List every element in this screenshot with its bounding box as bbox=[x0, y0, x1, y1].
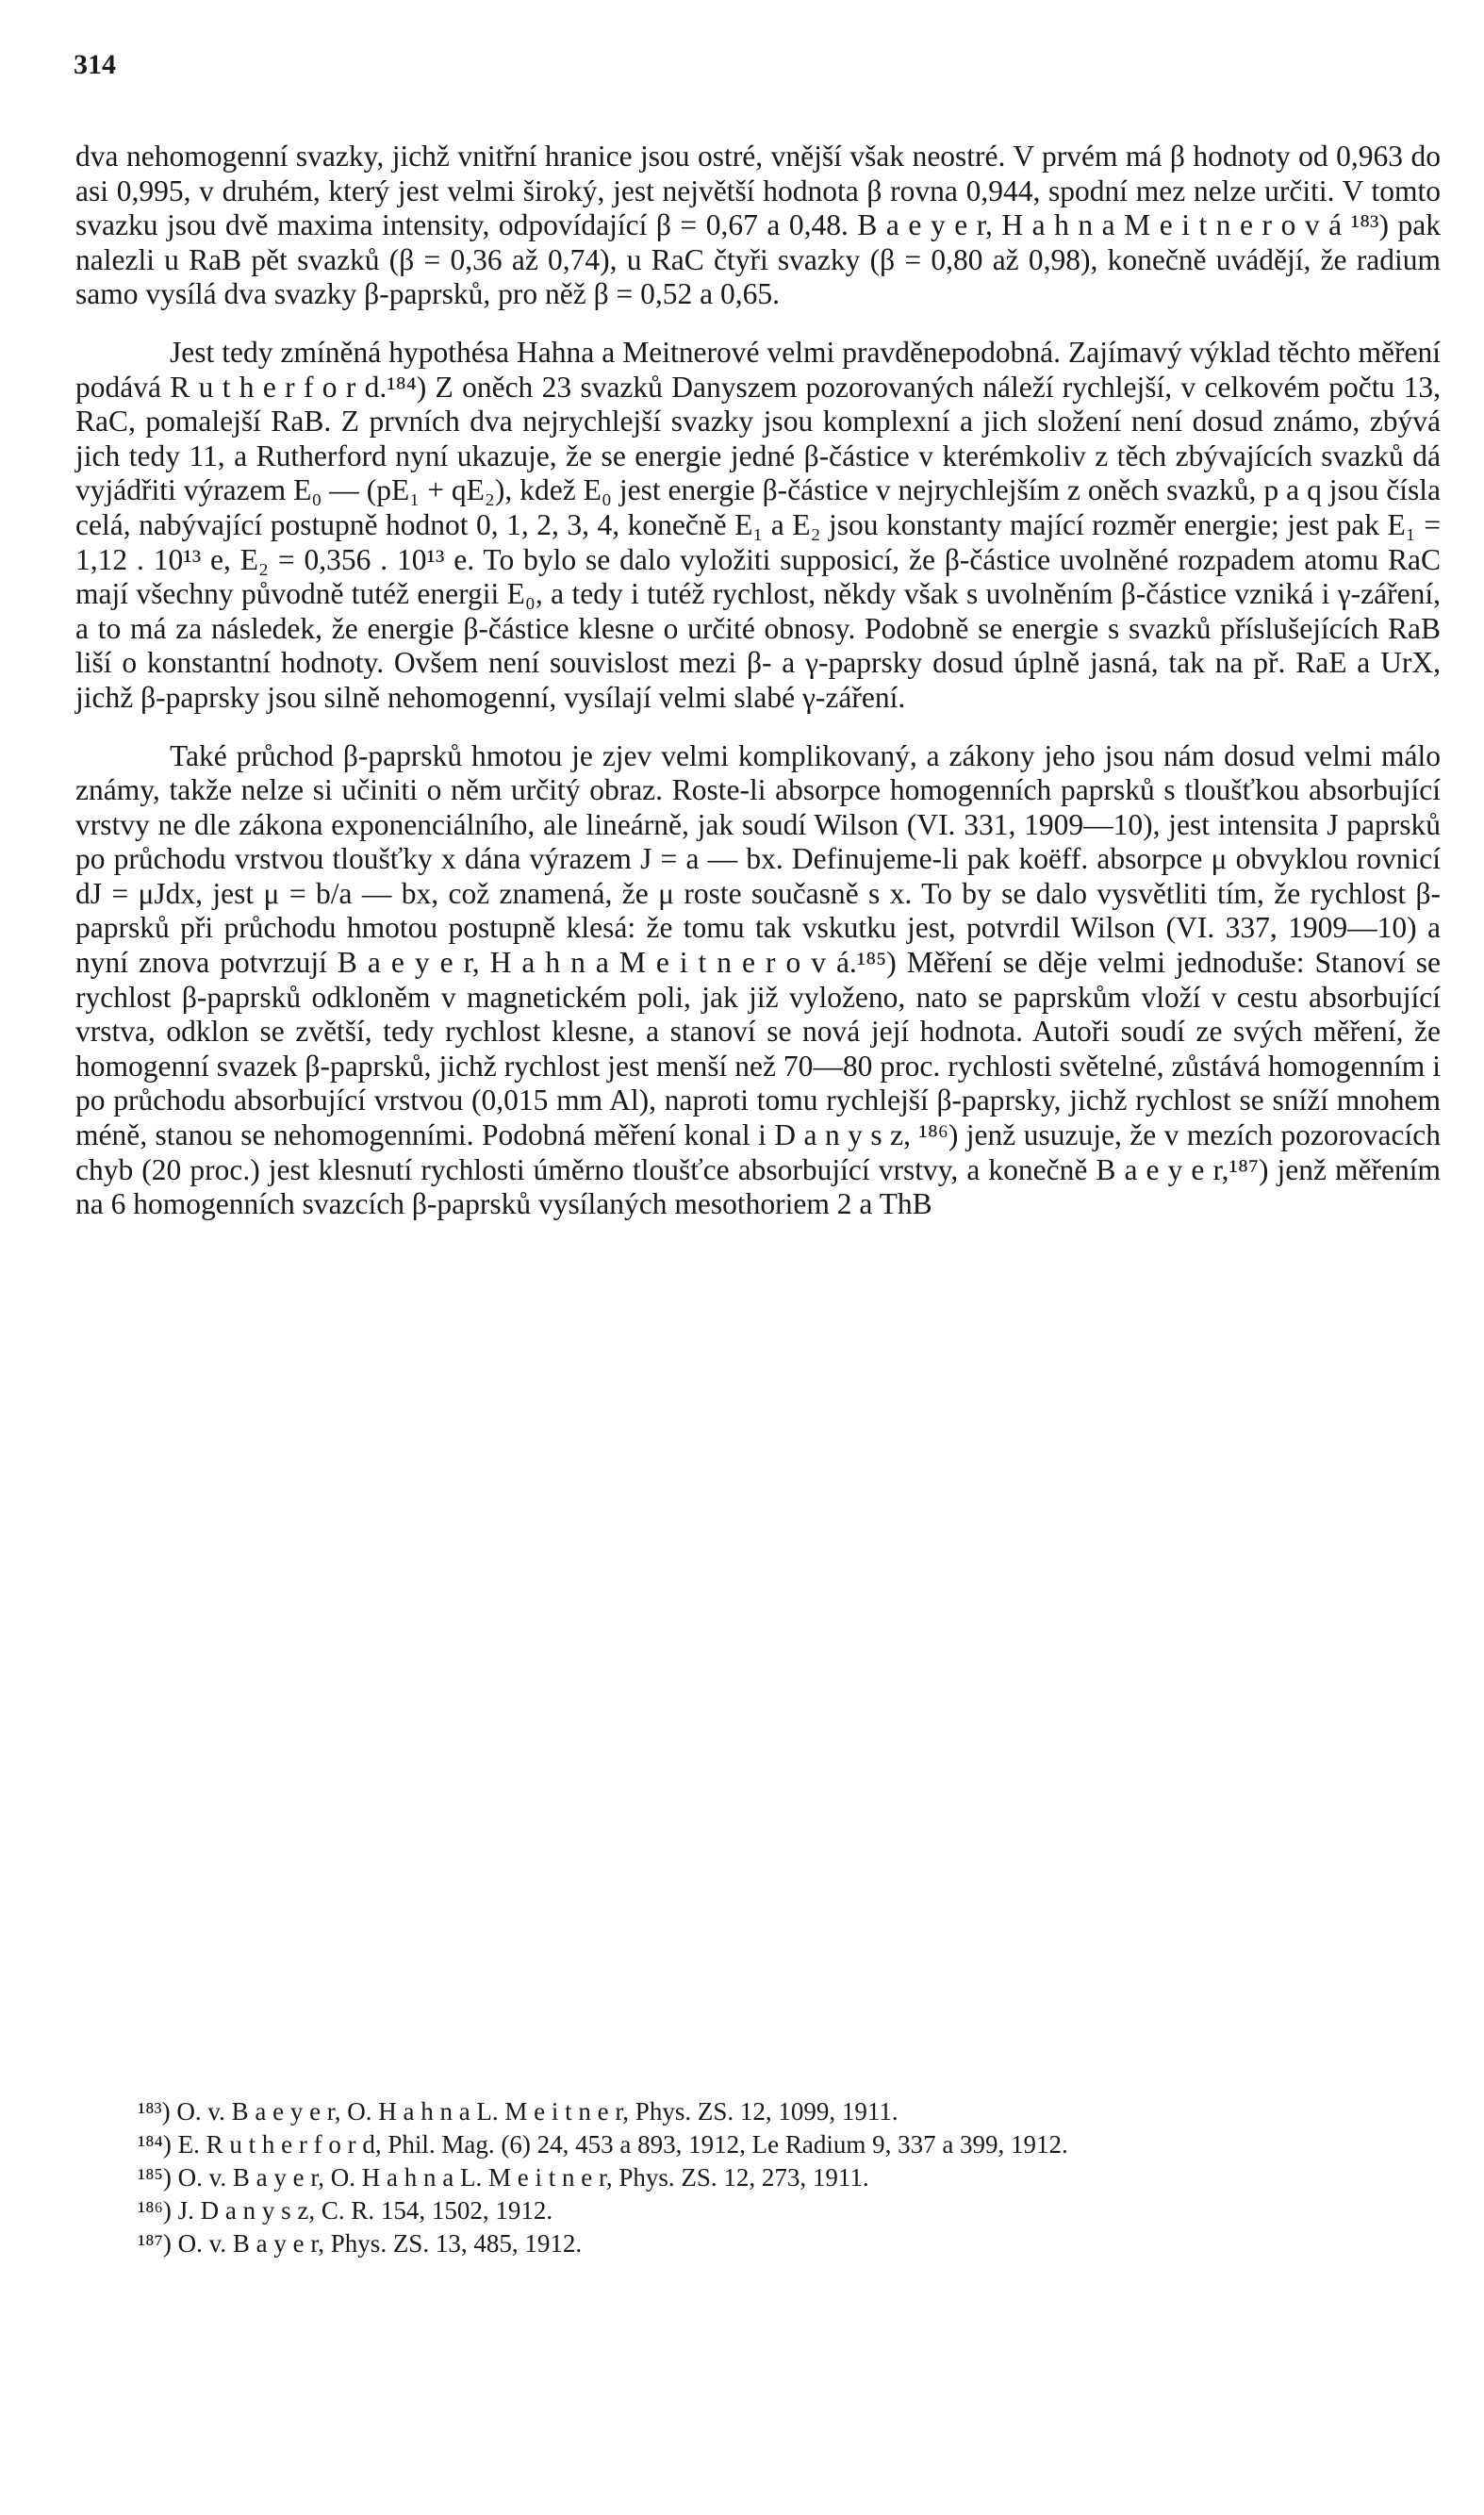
footnote: ¹⁸⁶) J. D a n y s z, C. R. 154, 1502, 1912. bbox=[138, 2196, 553, 2225]
footnote: ¹⁸⁵) O. v. B a y e r, O. H a h n a L. M e i t n e r, Phys. ZS. 12, 273, 1911. bbox=[138, 2163, 869, 2192]
paragraph: Jest tedy zmíněná hypothésa Hahna a Meitnerové velmi pravděnepodobná. Zajímavý výklad těchto měření podává R u t h e r f o r d.¹⁸⁴) Z oněch 23 svazků Danyszem pozorovaných náleží rychlejší, v celkovém počtu 13, RaC, pomalejší RaB. Z prvních dva nejrychlejší svazky jsou komplexní a jich složení není dosud známo, zbývá jich tedy 11, a Rutherford nyní ukazuje, že se energie jedné β-částice v kterémkoliv z těch zbývajících svazků dá vyjádřiti výrazem E₀ — (pE₁ + qE₂), kdež E₀ jest energie β-částice v nejrychlejším z oněch svazků, p a q jsou čísla celá, nabývající postupně hodnot 0, 1, 2, 3, 4, konečně E₁ a E₂ jsou konstanty mající rozměr energie; jest pak E₁ = 1,12 . 10¹³ e, E₂ = 0,356 . 10¹³ e. To bylo se dalo vyložiti supposicí, že β-částice uvolněné rozpadem atomu RaC mají všechny původně tutéž energii E₀, a tedy i tutéž rychlost, někdy však s uvolněním β-částice vzniká i γ-záření, a to má za následek, že energie β-částice klesne o určité obnosy. Podobně se energie s svazků příslušejících RaB liší o konstantní hodnoty. Ovšem není souvislost mezi β- a γ-paprsky dosud úplně jasná, tak na př. RaE a UrX, jichž β-paprsky jsou silně nehomogenní, vysílají velmi slabé γ-záření. bbox=[75, 335, 1441, 714]
paragraph: dva nehomogenní svazky, jichž vnitřní hranice jsou ostré, vnější však neostré. V prvém má β hodnoty od 0,963 do asi 0,995, v druhém, který jest velmi široký, jest největší hodnota β rovna 0,944, spodní mez nelze určiti. V tomto svazku jsou dvě maxima intensity, odpovídající β = 0,67 a 0,48. B a e y e r, H a h n a M e i t n e r o v á ¹⁸³) pak nalezli u RaB pět svazků (β = 0,36 až 0,74), u RaC čtyři svazky (β = 0,80 až 0,98), konečně uvádějí, že radium samo vysílá dva svazky β-paprsků, pro něž β = 0,52 a 0,65. bbox=[75, 140, 1441, 311]
paragraph: Také průchod β-paprsků hmotou je zjev velmi komplikovaný, a zákony jeho jsou nám dosud velmi málo známy, takže nelze si učiniti o něm určitý obraz. Roste-li absorpce homogenních paprsků s tloušťkou absorbující vrstvy ne dle zákona exponenciálního, ale lineárně, jak soudí Wilson (VI. 331, 1909—10), jest intensita J paprsků po průchodu vrstvou tloušťky x dána výrazem J = a — bx. Definujeme-li pak koëff. absorpce μ obvyklou rovnicí dJ = μJdx, jest μ = b/a — bx, což znamená, že μ roste současně s x. To by se dalo vysvětliti tím, že rychlost β-paprsků při průchodu hmotou postupně klesá: že tomu tak vskutku jest, potvrdil Wilson (VI. 337, 1909—10) a nyní znova potvrzují B a e y e r, H a h n a M e i t n e r o v á.¹⁸⁵) Měření se děje velmi jednoduše: Stanoví se rychlost β-paprsků odkloněm v magnetickém poli, jak již vyloženo, nato se paprskům vloží v cestu absorbující vrstva, odklon se zvětší, tedy rychlost klesne, a stanoví se nová její hodnota. Autoři soudí ze svých měření, že homogenní svazek β-paprsků, jichž rychlost jest menší než 70—80 proc. rychlosti světelné, zůstává homogenním i po průchodu absorbující vrstvou (0,015 mm Al), naproti tomu rychlejší β-paprsky, jichž rychlost se sníží mnohem méně, stanou se nehomogenními. Podobná měření konal i D a n y s z, ¹⁸⁶) jenž usuzuje, že v mezích pozorovacích chyb (20 proc.) jest klesnutí rychlosti úměrno tloušťce absorbující vrstvy, a konečně B a e y e r,¹⁸⁷) jenž měřením na 6 homogenních svazcích β-paprsků vysílaných mesothoriem 2 a ThB bbox=[75, 738, 1441, 1221]
footnote: ¹⁸⁷) O. v. B a y e r, Phys. ZS. 13, 485, 1912. bbox=[138, 2229, 583, 2258]
footnote: ¹⁸³) O. v. B a e y e r, O. H a h n a L. M e i t n e r, Phys. ZS. 12, 1099, 1911. bbox=[138, 2097, 899, 2126]
body-text bbox=[75, 140, 1441, 1222]
page-number: 314 bbox=[74, 49, 116, 80]
footnotes bbox=[75, 2095, 1441, 2260]
footnote: ¹⁸⁴) E. R u t h e r f o r d, Phil. Mag. (6) 24, 453 a 893, 1912, Le Radium 9, 337 a 399, 1912. bbox=[138, 2130, 1068, 2159]
